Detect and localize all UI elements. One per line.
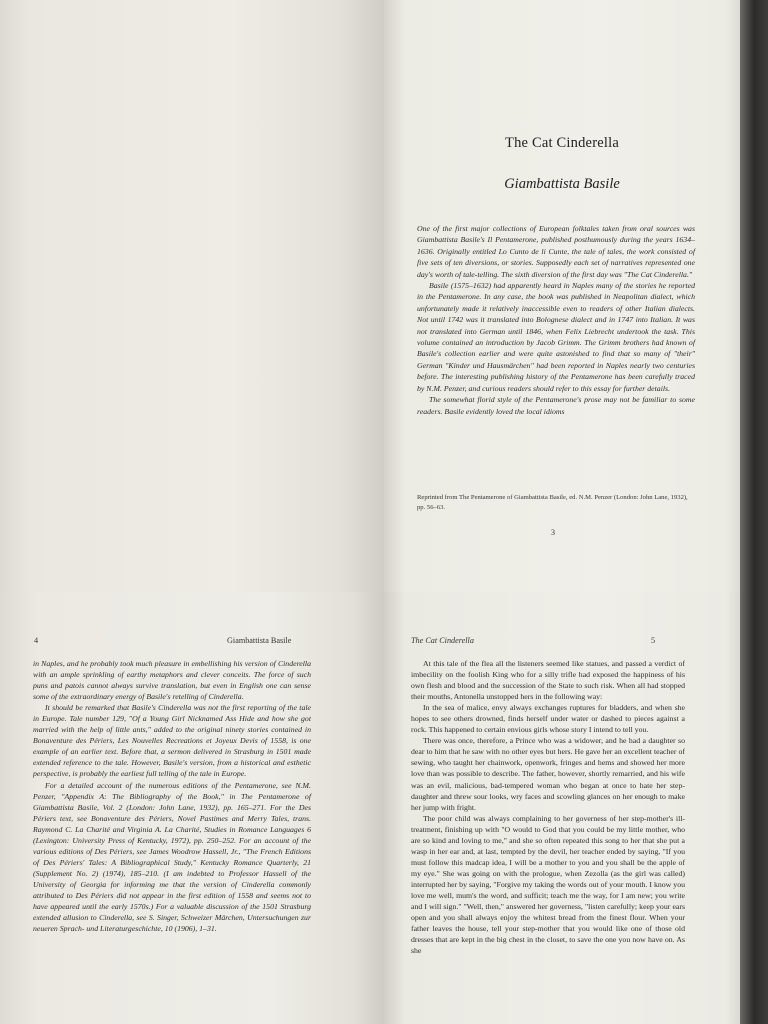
reprint-note: Reprinted from The Pentamerone of Giambattista Basile, ed. N.M. Penzer (London: John Lane, 1932), pp. 56–63.	[417, 494, 688, 511]
page-4-body	[33, 658, 311, 934]
body-paragraph: At this tale of the flea all the listeners seemed like statues, and passed a verdict of imbecility on the foolish King who for a silly trifle had exposed the happiness of his own flesh and blood and the succession of the State to such risk. When all had stopped their mouths, Antonella unstopped hers in the following way:	[411, 659, 685, 702]
blank-left-page	[0, 0, 384, 592]
page-number: 5	[651, 636, 656, 645]
intro-paragraph: The somewhat florid style of the Pentamerone's prose may not be familiar to some readers. Basile evidently loved the local idioms	[417, 395, 695, 416]
story-title: The Cat Cinderella	[505, 135, 619, 151]
page-number: 4	[34, 636, 39, 645]
body-paragraph: For a detailed account of the numerous editions of the Pentamerone, see N.M. Penzer, "Appendix A: The Bibliography of the Book," in The Pentamerone of Giambattista Basile, Vol. 2 (London: John Lane, 1932), pp. 165–271. For the Des Périers text, see Bonaventure des Périers, Novel Pastimes and Merry Tales, trans. Raymond C. La Charité and Virginia A. La Charité, Studies in Romance Languages 6 (Lexington: University Press of Kentucky, 1972), pp. 250–252. For an account of the various editions of Des Périers, see James Woodrow Hassell, Jr., "The French Editions of Des Périers' Tales: A Bibliographical Study," Kentucky Romance Quarterly, 21 (Supplement No. 2) (1974), 185–210. (I am indebted to Professor Hassell of the University of Georgia for informing me that the version of Cinderella commonly attributed to Des Périers did not appear in the first edition of 1558 and seems not to have appeared until the early 1570s.) For a valuable discussion of the 1501 Strasburg extended allusion to Cinderella, see S. Singer, Schweizer Märchen, Untersuchungen zur neueren Sprach- und Literaturgeschichte, 10 (1906), 1–31.	[33, 780, 311, 934]
running-head: The Cat Cinderella	[411, 636, 474, 645]
page-number: 3	[551, 528, 555, 537]
author-name: Giambattista Basile	[504, 176, 620, 192]
body-paragraph: There was once, therefore, a Prince who was a widower, and he had a daughter so dear to him that he saw with no other eyes but hers. He gave her an excellent teacher of sewing, who taught her chainwork, openwork, fringes and hems and showed her more love than was possible to describe. The father, however, shortly remarried, and his wife was an evil, malicious, bad-tempered woman who began at once to hate her step-daughter and threw sour looks, wry faces and scowling glances on her enough to make her jump with fright.	[411, 736, 685, 812]
body-paragraph: The poor child was always complaining to her governess of her step-mother's ill-treatment, finishing up with "O would to God that you could be my little mother, who are so kind and loving to me," and she so often repeated this song to her that she put a wasp in her ear and, at last, tempted by the devil, her teacher ended by saying, "If you must follow this madcap idea, I will be a mother to you and you shall be the apple of my eye." She was going on with the prologue, when Zezolla (as the girl was called) interrupted her by saying, "Forgive my taking the words out of your mouth. I know you love me well, mum's the word, and sufficit; teach me the way, for I am new; you write and I will sign." "Well, then," answered her governess, "listen carefully; keep your ears open and you shall always enjoy the whitest bread from the finest flour. When your father leaves the house, tell your step-mother that you would like one of those old dresses that are kept in the big chest in the closet, to save the one you now have on. As she	[411, 813, 685, 956]
page-4	[0, 592, 384, 1024]
body-paragraph: It should be remarked that Basile's Cinderella was not the first reporting of the tale in Europe. Tale number 129, "Of a Young Girl Nicknamed Ass Hide and how she got married with the help of little ants," added to the original ninety stories contained in Bonaventure des Périers, Les Nouvelles Recreations et Joyeux Devis of 1558, is one example of an earlier text. Before that, a sermon delivered in Strasburg in 1501 made extended reference to the tale. However, Basile's version, from a historical and esthetic perspective, is probably the earliest full telling of the tale in Europe.	[33, 703, 311, 779]
body-paragraph: in Naples, and he probably took much pleasure in embellishing his version of Cinderella with an ample sprinkling of earthy metaphors and clever conceits. The force of such puns and patois cannot always survive translation, but even in English one can sense some of the extraordinary energy of Basile's retelling of Cinderella.	[33, 659, 311, 702]
page-5-body	[411, 658, 685, 956]
intro-paragraph: One of the first major collections of European folktales taken from oral sources was Giambattista Basile's Il Pentamerone, published posthumously during the years 1634–1636. Originally entitled Lo Cunto de li Cunte, the tale of tales, the work consisted of five sets of ten diversions, or stories. Supposedly each set of narratives represented one day's worth of tale-telling. The sixth diversion of the first day was "The Cat Cinderella."	[417, 224, 695, 279]
book-edge-shadow	[740, 0, 768, 592]
bottom-spread	[0, 592, 768, 1024]
intro-paragraph: Basile (1575–1632) had apparently heard in Naples many of the stories he reported in the Pentamerone. In any case, the book was published in Neapolitan dialect, which unfortunately made it relatively inaccessible even to readers of other Italian dialects. Not until 1742 was it translated into Bolognese dialect and in 1747 into Italian. It was not translated into German until 1846, when Felix Liebrecht undertook the task. This volume contained an introduction by Jacob Grimm. The Grimm brothers had known of Basile's collection earlier and were quite astonished to find that so many of "their" German "Kinder und Hausmärchen" had been reported in Naples nearly two centuries before. The interesting publishing history of the Pentamerone has been carefully traced by N.M. Penzer, and curious readers should refer to this essay for further details.	[417, 281, 695, 393]
intro-text	[417, 223, 695, 417]
running-head: Giambattista Basile	[227, 636, 292, 645]
body-paragraph: In the sea of malice, envy always exchanges ruptures for bladders, and when she hopes to see others drowned, finds herself under water or dashed to pieces against a rock. This happened to certain envious girls whose story I intend to tell you.	[411, 703, 685, 735]
book-edge-shadow	[740, 592, 768, 1024]
